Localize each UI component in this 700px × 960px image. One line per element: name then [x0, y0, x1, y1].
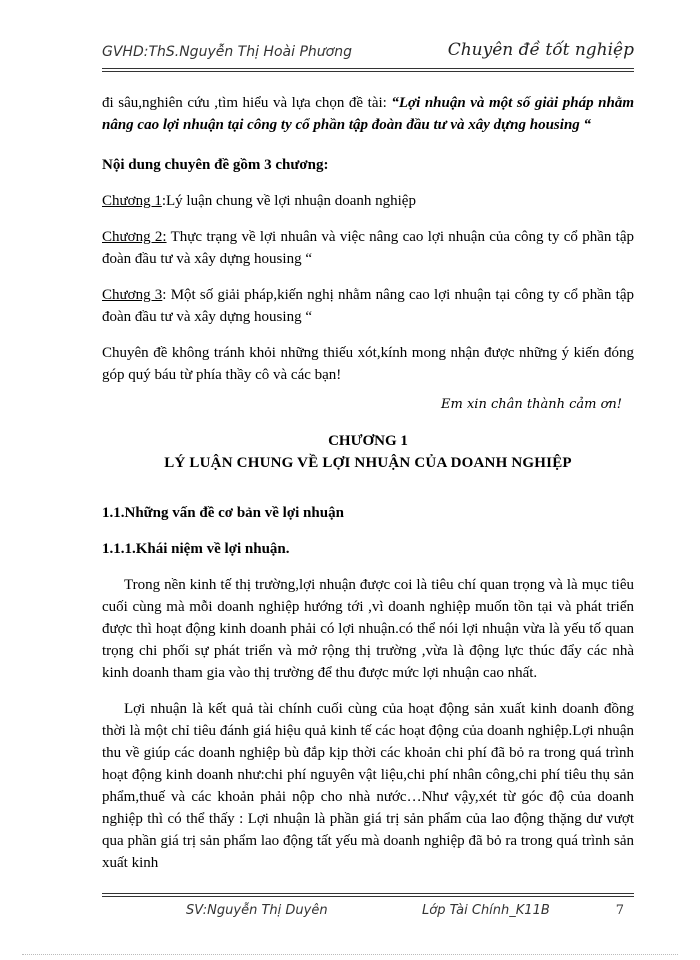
chapter-3-label: Chương 3	[102, 287, 163, 303]
header-document-type: Chuyên đề tốt nghiệp	[447, 40, 634, 60]
section-heading: 1.1.Những vấn đề cơ bản về lợi nhuận	[102, 505, 344, 521]
chapter-1-text: :Lý luận chung về lợi nhuận doanh nghiệp	[161, 193, 416, 209]
outline-chapter-2	[102, 226, 634, 270]
chapter-number: CHƯƠNG 1	[328, 433, 408, 449]
header-supervisor: GVHD:ThS.Nguyễn Thị Hoài Phương	[102, 44, 352, 60]
closing-paragraph: Chuyên đề không tránh khỏi những thiếu xót,kính mong nhận được những ý kiến đóng góp quý báu từ phía thầy cô và các bạn!	[102, 345, 634, 383]
chapter-2-text: Thực trạng về lợi nhuân và việc nâng cao lợi nhuận của công ty cổ phần tập đoàn đầu tư và xây dựng housing “	[102, 229, 635, 267]
chapter-3-text: : Một số giải pháp,kiến nghị nhằm nâng cao lợi nhuận tại công ty cổ phần tập đoàn đầu tư và xây dựng housing “	[102, 287, 634, 325]
page-number: 7	[615, 903, 624, 918]
outline-chapter-3	[102, 284, 634, 328]
topic-title: “Lợi nhuận và một số giải pháp nhằm nâng cao lợi nhuận tại công ty cổ phần tập đoàn đầu tư và xây dựng housing “	[102, 95, 634, 133]
intro-paragraph	[102, 92, 634, 136]
footer-student: SV:Nguyễn Thị Duyên	[186, 903, 328, 918]
subsection-heading: 1.1.1.Khái niệm về lợi nhuận.	[102, 541, 290, 557]
chapter-1-label: Chương 1	[102, 193, 162, 209]
body-paragraph-1: Trong nền kinh tế thị trường,lợi nhuận được coi là tiêu chí quan trọng và là mục tiêu cuối cùng mà mỗi doanh nghiệp hướng tới ,vì doanh nghiệp muốn tồn tại và phát triển được thì hoạt động kinh doanh phải có lợi nhuận.có thể nói lợi nhuận vừa là yếu tố quan trọng chi phối sự phát triển và mở rộng thị trường ,vừa là động lực thúc đẩy các nhà kinh doanh tham gia vào thị trường để thu được mức lợi nhuận cao nhất.	[102, 577, 634, 681]
outline-heading: Nội dung chuyên đề gồm 3 chương:	[102, 157, 329, 173]
outline-chapter-1	[102, 190, 634, 212]
page-body	[102, 92, 634, 874]
header-divider	[102, 68, 634, 72]
chapter-title: LÝ LUẬN CHUNG VỀ LỢI NHUẬN CỦA DOANH NGHIỆP	[164, 455, 572, 471]
intro-lead: đi sâu,nghiên cứu ,tìm hiểu và lựa chọn đề tài:	[102, 95, 392, 111]
footer-divider	[102, 893, 634, 897]
footer-class: Lớp Tài Chính_K11B	[422, 903, 550, 918]
page-edge-line	[22, 954, 678, 955]
body-paragraph-2: Lợi nhuận là kết quả tài chính cuối cùng của hoạt động sản xuất kinh doanh đồng thời là một chỉ tiêu đánh giá hiệu quả kinh tế các hoạt động của doanh nghiệp.Lợi nhuận thu về giúp các doanh nghiệp bù đắp kịp thời các khoản chi phí đã bỏ ra trong quá trình hoạt động kinh doanh như:chi phí nguyên vật liệu,chi phí nhân công,chi phí tiêu thụ sản phẩm,thuế và các khoản phải nộp cho nhà nước…Như vậy,xét từ góc độ của doanh nghiệp thì có thể thấy : Lợi nhuận là phần giá trị sản phẩm của lao động thặng dư vượt qua phần giá trị sản phẩm lao động tất yếu mà doanh nghiệp đã bỏ ra trong quá trình sản xuất kinh	[102, 701, 634, 871]
thanks-line: Em xin chân thành cảm ơn!	[441, 397, 622, 412]
page-header	[102, 40, 634, 68]
chapter-2-label: Chương 2:	[102, 229, 167, 245]
page-footer	[102, 903, 634, 923]
